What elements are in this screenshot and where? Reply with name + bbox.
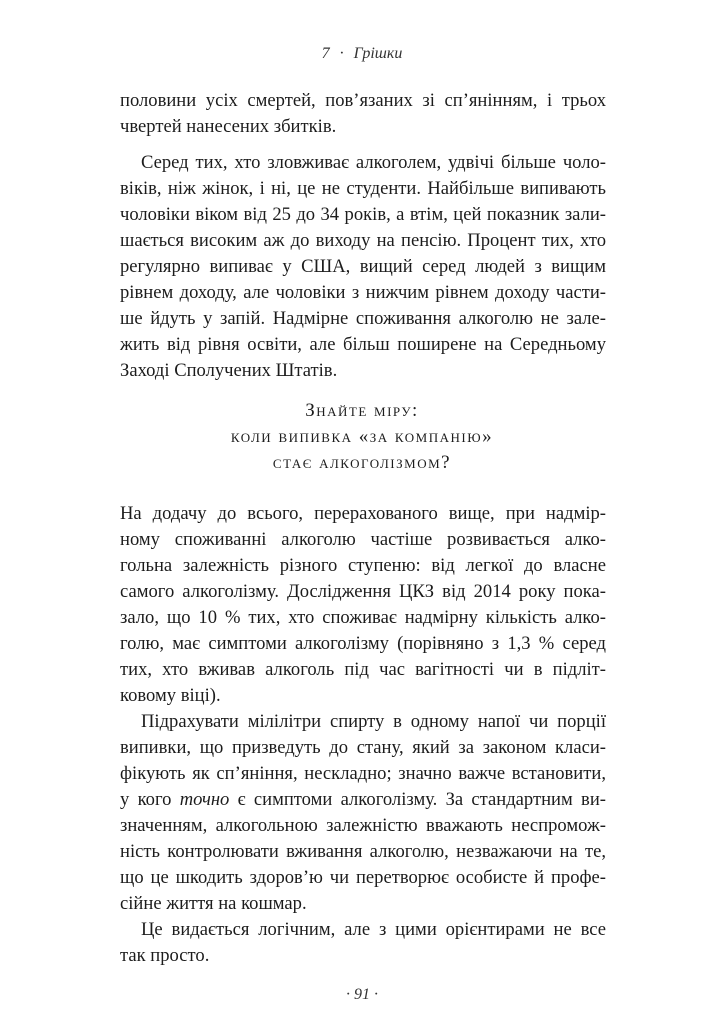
paragraph-line: Серед тих, хто зловживає алкоголем, удвічі більше чоло-	[141, 152, 606, 173]
paragraph-line: Це видається логічним, але з цими орієнтирами не все	[141, 919, 606, 940]
section-heading-line: Знайте міру:	[305, 400, 419, 421]
paragraph-line: ність контролювати вживання алкоголю, незважаючи на те,	[120, 841, 606, 862]
paragraph-line: ному споживанні алкоголю частіше розвивається алко-	[120, 529, 606, 550]
paragraph-line: чвертей нанесених збитків.	[120, 116, 337, 137]
paragraph-line: гольна залежність різного ступеню: від легкої до власне	[120, 555, 606, 576]
paragraph-line: На додачу до всього, перерахованого вище, при надмір-	[120, 503, 606, 524]
paragraph-line: рівнем доходу, але чоловіки з нижчим рівнем доходу части-	[120, 282, 606, 303]
text-run: є симптоми алкоголізму. За стандартним ви-	[229, 789, 606, 810]
paragraph-line: чоловіки віком від 25 до 34 років, а втім, цей показник зали-	[120, 204, 606, 225]
paragraph-line: фікують як сп’яніння, нескладно; значно важче встановити,	[120, 763, 606, 784]
paragraph-line: голю, має симптоми алкоголізму (порівняно з 1,3 % серед	[120, 633, 606, 654]
paragraph-line: ше йдуть у запій. Надмірне споживання алкоголю не зале-	[120, 308, 606, 329]
page-number: · 91 ·	[346, 986, 378, 1003]
paragraph-line: значенням, алкогольною залежністю вважають неспромож-	[120, 815, 606, 836]
paragraph-line: Підрахувати мілілітри спирту в одному напої чи порції	[141, 711, 606, 732]
paragraph-line: половини усіх смертей, пов’язаних зі сп’янінням, і трьох	[120, 90, 606, 111]
section-heading-line: стає алкоголізмом?	[272, 452, 452, 473]
paragraph-line: віків, ніж жінок, і ні, це не студенти. Найбільше випивають	[120, 178, 606, 199]
paragraph-line: жить від рівня освіти, але більш поширене на Середньому	[120, 334, 606, 355]
paragraph-line: випивки, що призведуть до стану, який за законом класи-	[120, 737, 606, 758]
paragraph-line-with-emphasis	[120, 787, 606, 813]
paragraph-line: ковому віці).	[120, 685, 221, 706]
paragraph-line: шається високим аж до виходу на пенсію. Процент тих, хто	[120, 230, 606, 251]
paragraph-line: регулярно випиває у США, вищий серед людей з вищим	[120, 256, 606, 277]
paragraph-line: тих, хто вживав алкоголь під час вагітності чи в підліт-	[120, 659, 606, 680]
paragraph-line: самого алкоголізму. Дослідження ЦКЗ від 2014 року пока-	[120, 581, 606, 602]
paragraph-line: Заході Сполучених Штатів.	[120, 360, 338, 381]
chapter-number: 7	[321, 45, 330, 62]
paragraph-line: сійне життя на кошмар.	[120, 893, 307, 914]
emphasis-word: точно	[179, 789, 230, 810]
section-heading-line: коли випивка «за компанію»	[230, 426, 494, 447]
paragraph-line: що це шкодить здоров’ю чи перетворює особисте й профе-	[120, 867, 606, 888]
paragraph-line: зало, що 10 % тих, хто споживає надмірну кількість алко-	[120, 607, 606, 628]
header-separator: ·	[339, 45, 344, 62]
paragraph-line: так просто.	[120, 945, 210, 966]
chapter-title: Грішки	[353, 45, 403, 62]
running-header	[0, 45, 724, 63]
text-run: у кого	[120, 789, 180, 810]
